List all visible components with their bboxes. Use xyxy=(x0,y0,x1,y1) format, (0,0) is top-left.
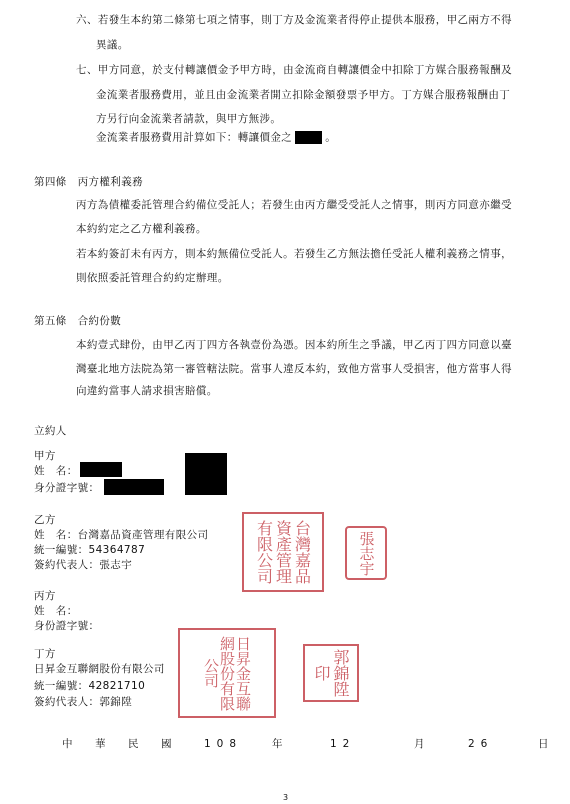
clause-6-line-2: 異議。 xyxy=(96,39,129,51)
article-5-line-2: 灣臺北地方法院為第一審管轄法院。當事人違反本約，致他方當事人受損害，他方當事人得 xyxy=(76,363,512,375)
party-d-tax-id: 統一編號：42821710 xyxy=(34,680,146,692)
page-number: 3 xyxy=(283,793,289,802)
fee-redaction xyxy=(295,131,322,144)
date-month-unit: 月 xyxy=(414,738,425,750)
party-a-id-redaction xyxy=(104,479,164,495)
party-a-label: 甲方 xyxy=(34,450,56,462)
article-4-p1-line-2: 本約約定之乙方權利義務。 xyxy=(76,223,207,235)
party-b-name: 姓 名：台灣嘉品資產管理有限公司 xyxy=(34,529,209,541)
party-a-seal-redaction xyxy=(185,453,227,495)
party-d-company-seal-text: 日昇金互聯網股份有限公司 xyxy=(202,635,252,711)
article-4-p2-line-2: 則依照委託管理合約約定辦理。 xyxy=(76,272,229,284)
party-d-company: 日昇金互聯網股份有限公司 xyxy=(34,663,165,675)
clause-6-line-1: 六、若發生本約第二條第七項之情事，則丁方及金流業者得停止提供本服務，甲乙兩方不得 xyxy=(76,14,512,26)
clause-7-line-1: 七、甲方同意，於支付轉讓價金予甲方時，由金流商自轉讓價金中扣除丁方媒合服務報酬及 xyxy=(76,64,512,76)
party-a-id-label: 身分證字號： xyxy=(34,482,100,494)
party-b-rep-seal xyxy=(345,526,387,580)
article-5-heading: 第五條 合約份數 xyxy=(34,315,122,327)
party-b-label: 乙方 xyxy=(34,514,56,526)
party-b-company-seal xyxy=(242,512,324,592)
party-b-representative: 簽約代表人：張志宇 xyxy=(34,559,133,571)
party-b-tax-id: 統一編號：54364787 xyxy=(34,544,146,556)
date-day-unit: 日 xyxy=(538,738,549,750)
article-4-heading: 第四條 丙方權利義務 xyxy=(34,176,143,188)
party-b-company-seal-text: 台灣嘉品資產管理有限公司 xyxy=(254,520,312,584)
party-a-name-redaction xyxy=(80,462,122,477)
signatories-title: 立約人 xyxy=(34,425,67,437)
fee-calculation-line xyxy=(96,131,336,145)
party-c-name-label: 姓 名： xyxy=(34,605,78,617)
party-d-company-seal xyxy=(178,628,276,718)
article-5-line-1: 本約壹式肆份，由甲乙丙丁四方各執壹份為憑。因本約所生之爭議，甲乙丙丁四方同意以臺 xyxy=(76,339,512,351)
date-year-unit: 年 xyxy=(272,738,283,750)
party-d-representative: 簽約代表人：郭錦陞 xyxy=(34,696,133,708)
date-month: 12 xyxy=(330,738,356,750)
date-era: 中 華 民 國 xyxy=(62,738,178,750)
party-d-label: 丁方 xyxy=(34,648,56,660)
party-c-id-label: 身份證字號： xyxy=(34,620,100,632)
clause-7-line-3: 方另行向金流業者請款，與甲方無涉。 xyxy=(96,113,282,125)
party-d-rep-seal-text: 郭錦陞印 xyxy=(312,649,350,697)
clause-7-line-2: 金流業者服務費用，並且由金流業者開立扣除金額發票予甲方。丁方媒合服務報酬由丁 xyxy=(96,89,511,101)
article-4-p1-line-1: 丙方為債權委託管理合約備位受託人；若發生由丙方繼受受託人之情事，則丙方同意亦繼受 xyxy=(76,199,512,211)
party-d-rep-seal xyxy=(303,644,359,702)
date-year: 108 xyxy=(204,738,243,750)
fee-calculation-text: 金流業者服務費用計算如下：轉讓價金之 xyxy=(96,131,293,144)
article-4-p2-line-1: 若本約簽訂未有丙方，則本約無備位受託人。若發生乙方無法擔任受託人權利義務之情事， xyxy=(76,248,512,260)
article-5-line-3: 向違約當事人請求損害賠償。 xyxy=(76,385,218,397)
date-day: 26 xyxy=(468,738,494,750)
fee-suffix: 。 xyxy=(325,131,337,144)
party-b-rep-seal-text: 張志宇 xyxy=(357,530,376,576)
party-c-label: 丙方 xyxy=(34,590,56,602)
party-a-name-label: 姓 名： xyxy=(34,465,78,477)
